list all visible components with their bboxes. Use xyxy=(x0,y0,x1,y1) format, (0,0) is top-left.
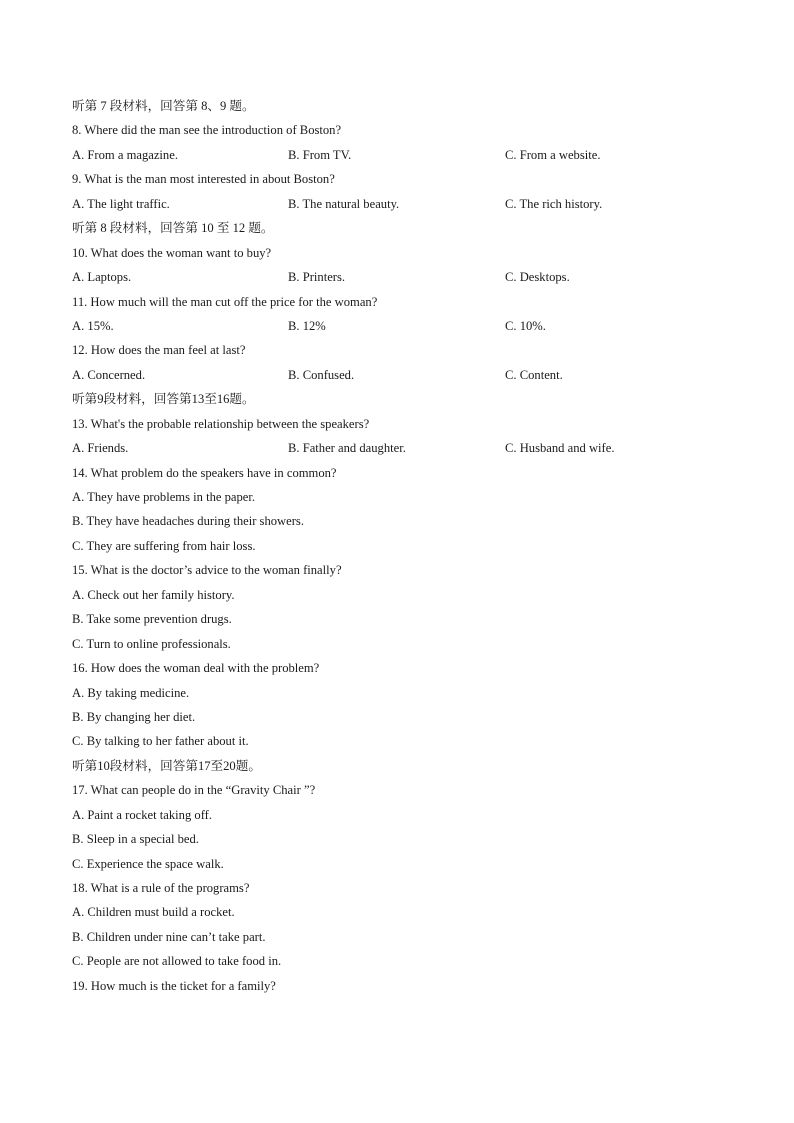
answer-option: B. Father and daughter. xyxy=(288,441,406,456)
answer-option: A. Laptops. xyxy=(72,270,132,285)
answer-option: B. Sleep in a special bed. xyxy=(72,832,199,847)
answer-option: C. People are not allowed to take food in. xyxy=(72,954,282,969)
question-text: 16. How does the woman deal with the problem? xyxy=(72,661,320,676)
answer-option: C. Husband and wife. xyxy=(505,441,615,456)
section-heading: 听第10段材料，回答第17至20题。 xyxy=(72,758,261,773)
question-text: 11. How much will the man cut off the price for the woman? xyxy=(72,294,378,309)
answer-option: C. By talking to her father about it. xyxy=(72,734,249,749)
answer-option: A. The light traffic. xyxy=(72,196,170,211)
answer-option: B. Take some prevention drugs. xyxy=(72,612,232,627)
exam-page xyxy=(72,94,752,998)
answer-option: C. Experience the space walk. xyxy=(72,856,224,871)
answer-option: B. 12% xyxy=(288,318,326,333)
answer-option: A. They have problems in the paper. xyxy=(72,490,256,504)
section-heading: 听第9段材料，回答第13至16题。 xyxy=(72,392,255,407)
option-row xyxy=(72,436,752,460)
answer-option: A. Friends. xyxy=(72,441,129,456)
question-text: 19. How much is the ticket for a family? xyxy=(72,978,276,993)
question-text: 8. Where did the man see the introduction of Boston? xyxy=(72,123,342,138)
answer-option: B. Children under nine can’t take part. xyxy=(72,929,266,944)
question-text: 18. What is a rule of the programs? xyxy=(72,881,250,895)
answer-option: C. Desktops. xyxy=(505,270,570,285)
answer-option: A. Paint a rocket taking off. xyxy=(72,807,213,822)
question-text: 15. What is the doctor’s advice to the woman finally? xyxy=(72,563,342,578)
question-text: 10. What does the woman want to buy? xyxy=(72,245,272,260)
answer-option: A. Check out her family history. xyxy=(72,587,235,602)
answer-option: A. Children must build a rocket. xyxy=(72,905,235,920)
answer-option: C. Turn to online professionals. xyxy=(72,636,231,651)
answer-option: C. 10%. xyxy=(505,318,546,333)
question-text: 14. What problem do the speakers have in common? xyxy=(72,465,337,480)
answer-option: C. The rich history. xyxy=(505,196,603,211)
answer-option: B. Confused. xyxy=(288,367,355,382)
answer-option: B. From TV. xyxy=(288,147,352,162)
option-row xyxy=(72,192,752,216)
option-row xyxy=(72,143,752,167)
section-heading: 听第 8 段材料，回答第 10 至 12 题。 xyxy=(72,221,274,236)
question-text: 9. What is the man most interested in about Boston? xyxy=(72,172,335,187)
question-text: 13. What's the probable relationship between the speakers? xyxy=(72,416,370,431)
answer-option: A. 15%. xyxy=(72,318,114,333)
option-row xyxy=(72,363,752,387)
answer-option: B. Printers. xyxy=(288,270,346,285)
option-row xyxy=(72,265,752,289)
answer-option: B. By changing her diet. xyxy=(72,709,196,724)
answer-option: A. From a magazine. xyxy=(72,147,178,162)
question-text: 12. How does the man feel at last? xyxy=(72,343,246,358)
answer-option: C. Content. xyxy=(505,367,563,382)
answer-option: B. They have headaches during their showers. xyxy=(72,514,304,529)
answer-option: A. By taking medicine. xyxy=(72,685,190,700)
question-text: 17. What can people do in the “Gravity Chair ”? xyxy=(72,783,316,798)
answer-option: C. They are suffering from hair loss. xyxy=(72,538,256,553)
answer-option: A. Concerned. xyxy=(72,367,146,382)
answer-option: C. From a website. xyxy=(505,147,601,162)
section-heading: 听第 7 段材料，回答第 8、9 题。 xyxy=(72,99,255,113)
option-row xyxy=(72,314,752,338)
answer-option: B. The natural beauty. xyxy=(288,196,400,211)
